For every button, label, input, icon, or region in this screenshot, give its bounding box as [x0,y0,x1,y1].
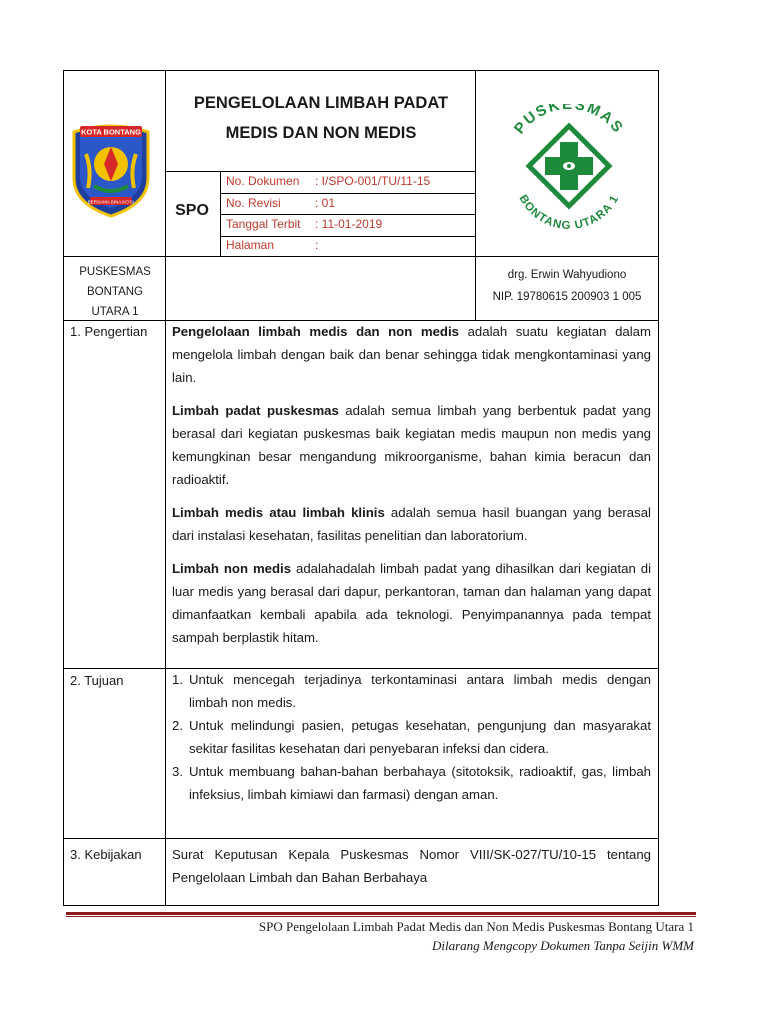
list-text: Untuk mencegah terjadinya terkontaminasi antara limbah medis dengan limbah non medis. [189,672,651,710]
signer-block [476,264,658,308]
definition-text: adalah suatu kegiatan dalam mengelola limbah dengan baik dan benar sehingga tidak mengkontaminasi yang lain. [172,324,651,385]
definition-term: Limbah non medis [172,561,292,576]
org-line: UTARA 1 [91,306,139,318]
org-name [64,262,166,322]
meta-value: : 01 [315,196,336,210]
definition-text: adalah semua limbah yang berbentuk padat yang berasal dari kegiatan puskesmas baik kegiatan medis maupun non medis yang kemungkinan besar mengandung mikroorganisme, bahan kimia beracun dan radioaktif. [172,403,651,487]
kebijakan-body: Surat Keputusan Kepala Puskesmas Nomor VIII/SK-027/TU/10-15 tentang Pengelolaan Limbah dan Bahan Berbahaya [172,847,651,885]
footer-rule [66,912,696,915]
list-item [172,714,651,760]
svg-text:BERSAMA BINA KOTA: BERSAMA BINA KOTA [87,199,135,205]
list-item [172,668,651,714]
list-text: Untuk melindungi pasien, petugas kesehatan, pengunjung dan masyarakat sekitar fasilitas kesehatan dari penyebaran infeksi dan cidera. [189,718,651,756]
org-line: PUSKESMAS [79,266,151,278]
section-label-tujuan: 2. Tujuan [70,673,124,688]
footer-notice: Dilarang Mengcopy Dokumen Tanpa Seijin WMM [431,938,694,953]
meta-row-halaman [226,238,319,252]
definition-paragraph [172,557,651,649]
meta-row-revisi [226,196,336,210]
document-title: PENGELOLAAN LIMBAH PADAT MEDIS DAN NON MEDIS [193,94,449,142]
footer-rule-thin [66,916,696,917]
definition-paragraph [172,501,651,547]
org-line: BONTANG [86,286,143,298]
svg-text:KOTA BONTANG: KOTA BONTANG [81,127,141,137]
definition-term: Limbah medis atau limbah klinis [172,505,385,520]
tujuan-body [172,668,651,806]
meta-label: No. Dokumen [226,174,300,188]
meta-label: Tanggal Terbit [226,217,301,231]
section-label-pengertian: 1. Pengertian [70,324,148,339]
meta-label: No. Revisi [226,196,281,210]
signer-name: drg. Erwin Wahyudiono [507,269,627,281]
list-text: Untuk membuang bahan-bahan berbahaya (sitotoksik, radioaktif, gas, limbah infeksius, limbah kimiawi dan farmasi) dengan aman. [189,764,651,802]
definition-text: adalah semua hasil buangan yang berasal dari instalasi kesehatan, fasilitas penelitian dan laboratorium. [172,505,651,543]
meta-label: Halaman [226,238,275,252]
footer-title: SPO Pengelolaan Limbah Padat Medis dan Non Medis Puskesmas Bontang Utara 1 [258,919,694,934]
list-item [172,760,651,806]
definition-term: Pengelolaan limbah medis dan non medis [172,324,459,339]
meta-value: : 11-01-2019 [315,217,383,231]
spo-label: SPO [175,202,209,219]
meta-value: : I/SPO-001/TU/11-15 [315,174,431,188]
meta-value: : [315,238,319,252]
meta-row-tanggal [226,217,383,231]
definition-paragraph [172,399,651,491]
puskesmas-logo [494,104,644,236]
logo-text-top: PUSKESMAS [510,104,628,138]
definition-term: Limbah padat puskesmas [172,403,339,418]
pengertian-body [172,320,651,659]
list-number: 2. [172,718,183,733]
signer-nip: NIP. 19780615 200903 1 005 [492,291,642,303]
list-number: 3. [172,764,183,779]
list-number: 1. [172,672,183,687]
definition-text: adalahadalah limbah padat yang dihasilkan dari kegiatan di luar medis yang berasal dari dapur, perkantoran, taman dan halaman yang dapat dimanfaatkan kembali apabila ada teknologi. Penyimpanannya pada tempat sampah berplastik hitam. [172,561,651,645]
meta-row-dokumen [226,174,431,188]
logo-text-bottom: BONTANG UTARA 1 [516,192,622,233]
kota-bontang-logo [66,118,156,218]
definition-paragraph [172,320,651,389]
section-label-kebijakan: 3. Kebijakan [70,847,142,862]
